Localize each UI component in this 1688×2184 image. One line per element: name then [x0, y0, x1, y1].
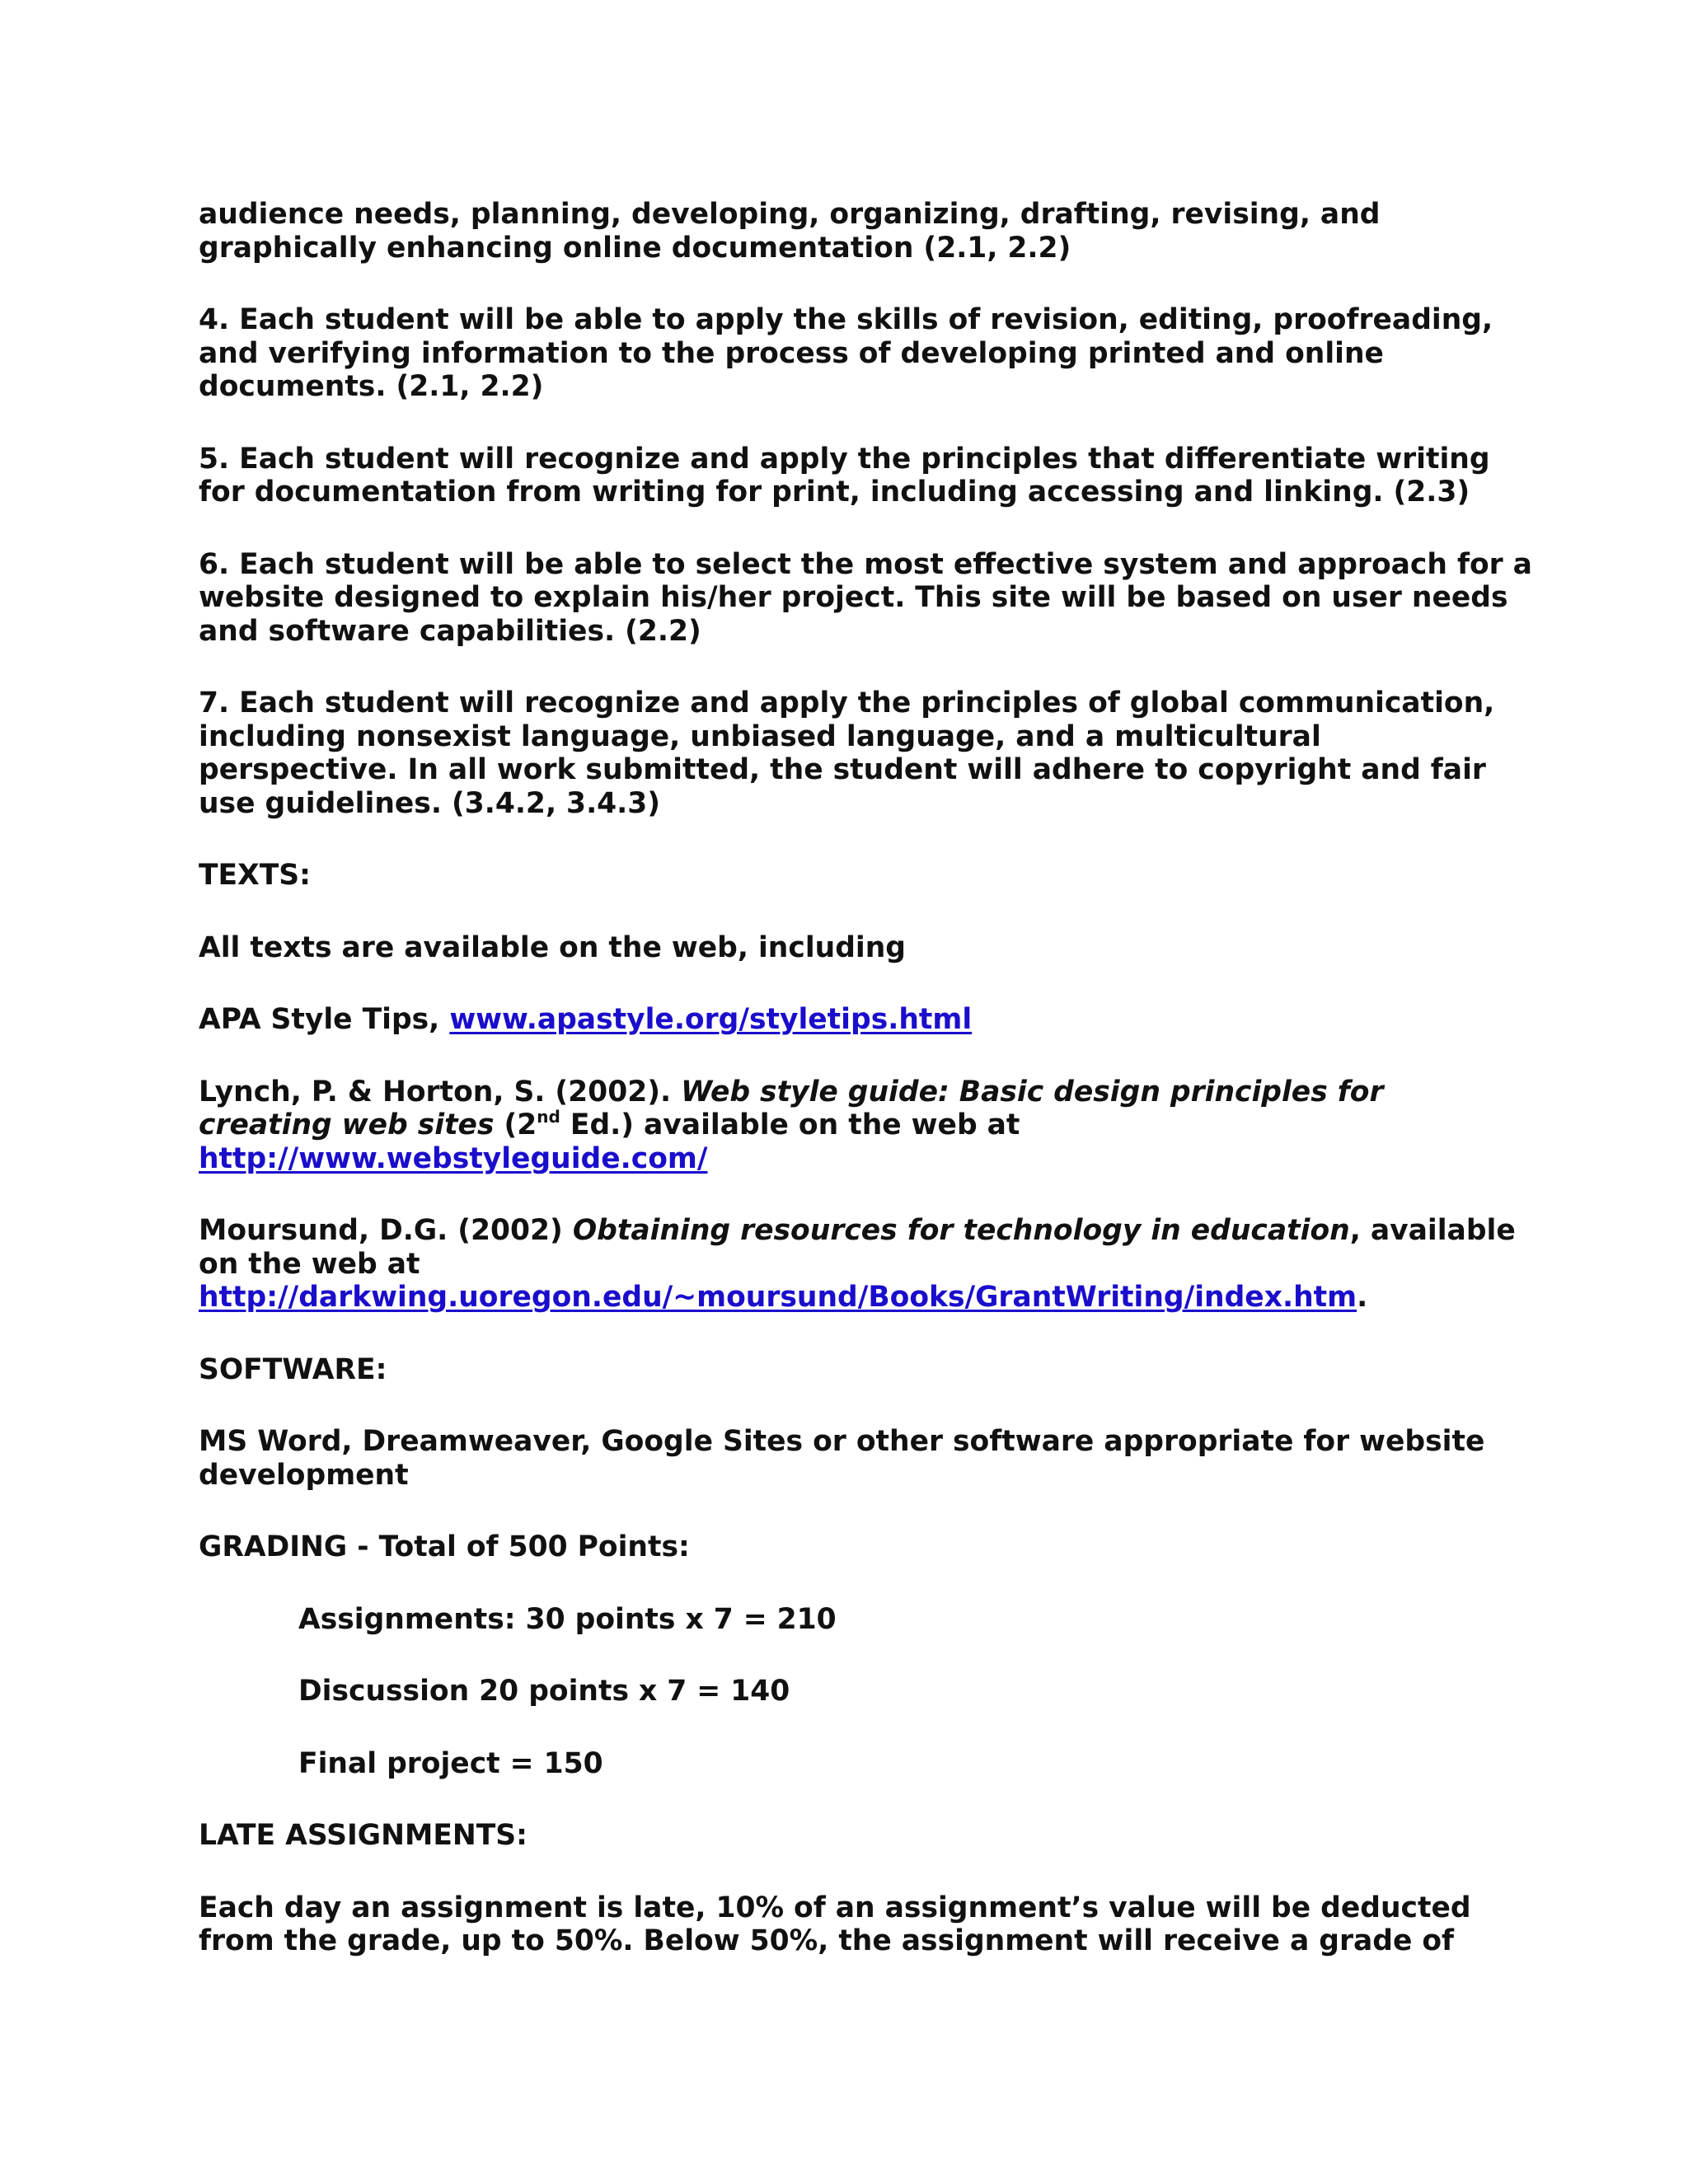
grantwriting-link[interactable]: http://darkwing.uoregon.edu/~moursund/Books/GrantWriting/index.htm — [199, 1281, 1357, 1314]
objective-5 — [199, 443, 1501, 509]
software-list — [199, 1425, 1501, 1492]
texts-intro — [199, 931, 1501, 965]
text-line: Each day an assignment is late, 10% of an assignment’s value will be deducted — [199, 1891, 1471, 1924]
objective-7 — [199, 687, 1501, 820]
text-line: 7. Each student will recognize and apply the principles of global communication, — [199, 687, 1495, 719]
section-heading: SOFTWARE: — [199, 1352, 387, 1386]
reference-title: creating web sites — [199, 1108, 495, 1141]
edition-open: (2 — [494, 1108, 537, 1141]
grading-item: Final project = 150 — [298, 1746, 603, 1780]
grading-item: Assignments: 30 points x 7 = 210 — [298, 1602, 837, 1636]
reference-authors: Lynch, P. & Horton, S. (2002). — [199, 1075, 682, 1108]
reference-moursund — [199, 1214, 1516, 1315]
late-heading — [199, 1819, 1501, 1853]
text-line: on the web at — [199, 1247, 420, 1281]
objective-6 — [199, 547, 1532, 649]
grading-item-assignments — [199, 1603, 1501, 1637]
text-line: and software capabilities. (2.2) — [199, 614, 701, 648]
text-line: 4. Each student will be able to apply the skills of revision, editing, proofreading, — [199, 303, 1493, 336]
text-line: 5. Each student will recognize and apply the principles that differentiate writing — [199, 442, 1490, 476]
software-heading — [199, 1353, 1501, 1387]
text-line: including nonsexist language, unbiased language, and a multicultural — [199, 719, 1321, 753]
text-line — [199, 1214, 1516, 1248]
text-line: from the grade, up to 50%. Below 50%, the assignment will receive a grade of — [199, 1924, 1455, 1957]
text-line: for documentation from writing for print, including accessing and linking. (2.3) — [199, 476, 1470, 509]
text-line: development — [199, 1458, 409, 1492]
grading-heading — [199, 1530, 1501, 1564]
section-heading: TEXTS: — [199, 859, 311, 892]
texts-heading — [199, 859, 1501, 893]
text-line: graphically enhancing online documentation (2.1, 2.2) — [199, 231, 1071, 265]
text-line — [199, 1003, 1501, 1037]
reference-label: APA Style Tips, — [199, 1003, 450, 1036]
grading-item-final-project — [199, 1747, 1501, 1781]
reference-title: Web style guide: Basic design principles for — [681, 1075, 1384, 1108]
section-heading: GRADING - Total of 500 Points: — [199, 1530, 690, 1563]
webstyleguide-link[interactable]: http://www.webstyleguide.com/ — [199, 1141, 708, 1175]
reference-authors: Moursund, D.G. (2002) — [199, 1214, 573, 1247]
text-line — [199, 1281, 1501, 1315]
edition-superscript: nd — [537, 1107, 560, 1127]
text-line: 6. Each student will be able to select the most effective system and approach for a — [199, 547, 1532, 581]
document-body — [199, 198, 1532, 1997]
objectives-continued — [199, 198, 1501, 265]
period: . — [1357, 1281, 1368, 1314]
text-line: use guidelines. (3.4.2, 3.4.3) — [199, 786, 661, 820]
grading-item: Discussion 20 points x 7 = 140 — [298, 1675, 790, 1708]
apa-style-link[interactable]: www.apastyle.org/styletips.html — [449, 1003, 973, 1036]
grading-item-discussion — [199, 1675, 1501, 1708]
text-line — [199, 1108, 1501, 1142]
text-line: documents. (2.1, 2.2) — [199, 370, 544, 403]
text-line: All texts are available on the web, including — [199, 930, 906, 964]
edition-close: Ed.) available on the web at — [560, 1108, 1020, 1141]
objective-4 — [199, 303, 1501, 404]
reference-title: Obtaining resources for technology in education — [572, 1214, 1350, 1247]
text-line: website designed to explain his/her project. This site will be based on user needs — [199, 581, 1508, 614]
reference-suffix: , available — [1349, 1214, 1516, 1247]
text-line: and verifying information to the process of developing printed and online — [199, 336, 1384, 370]
text-line: perspective. In all work submitted, the student will adhere to copyright and fair — [199, 753, 1486, 786]
late-policy — [199, 1891, 1501, 1958]
reference-lynch — [199, 1076, 1501, 1176]
text-line: audience needs, planning, developing, organizing, drafting, revising, and — [199, 198, 1381, 231]
text-line — [199, 1142, 1501, 1176]
reference-apa — [199, 1003, 1501, 1037]
text-line: MS Word, Dreamweaver, Google Sites or other software appropriate for website — [199, 1425, 1485, 1458]
text-line — [199, 1076, 1501, 1109]
section-heading: LATE ASSIGNMENTS: — [199, 1819, 528, 1852]
